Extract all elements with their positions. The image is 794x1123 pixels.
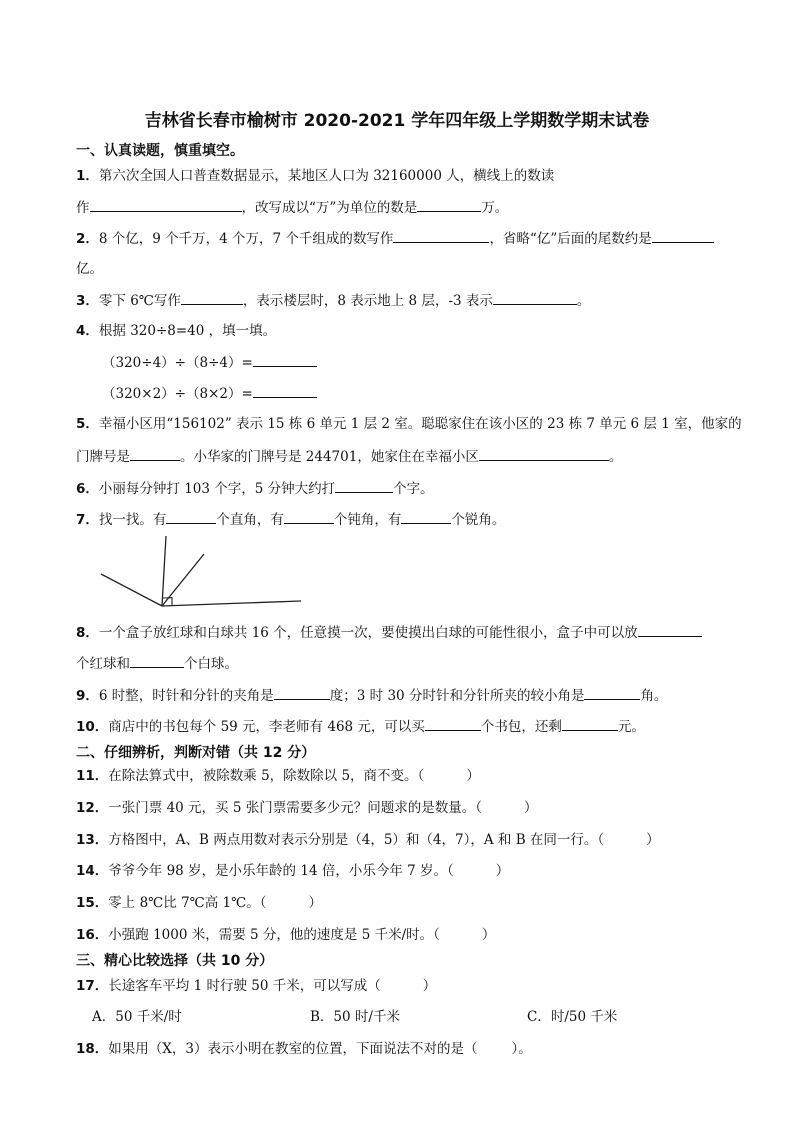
question-18 <box>76 1039 532 1059</box>
question-number: 13． <box>76 832 109 848</box>
answer-blank[interactable] <box>562 716 618 731</box>
answer-blank[interactable] <box>493 290 577 305</box>
question-number: 18． <box>76 1041 109 1057</box>
question-text: 作 <box>76 200 90 216</box>
question-text: 个白球。 <box>184 656 238 672</box>
question-text: 门牌号是 <box>76 449 130 465</box>
question-text: 方格图中，A、B 两点用数对表示分别是（4，5）和（4，7），A 和 B 在同一行。（ <box>108 832 605 848</box>
answer-blank[interactable] <box>401 509 451 524</box>
paren-close: ） <box>422 978 437 994</box>
question-7 <box>76 509 505 530</box>
question-text: 根据 320÷8=40 ，填一填。 <box>98 323 277 339</box>
answer-blank[interactable] <box>90 197 242 212</box>
paren-close: ） <box>466 768 480 784</box>
question-text: 如果用（X，3）表示小明在教室的位置，下面说法不对的是（ <box>108 1041 478 1057</box>
question-8-line-2 <box>76 653 238 674</box>
question-text: ，表示楼层时，8 表示地上 8 层，-3 表示 <box>242 293 493 309</box>
question-5-line-1 <box>76 414 742 434</box>
answer-blank[interactable] <box>638 622 702 637</box>
question-text: 亿。 <box>76 261 103 277</box>
paren-close: ） <box>523 800 538 816</box>
question-number: 8． <box>76 625 99 641</box>
answer-blank[interactable] <box>393 228 489 243</box>
question-text: 个红球和 <box>76 656 130 672</box>
question-text: 第六次全国人口普查数据显示，某地区人口为 32160000 人，横线上的数读 <box>98 168 555 184</box>
question-11 <box>76 766 480 786</box>
answer-blank[interactable] <box>253 383 317 398</box>
question-2-line-2 <box>76 259 103 279</box>
question-text: 个直角，有 <box>216 512 284 528</box>
answer-blank[interactable] <box>425 716 481 731</box>
question-text: 6 时整，时针和分针的夹角是 <box>98 688 274 704</box>
question-14 <box>76 861 509 881</box>
question-text: 万。 <box>481 200 509 216</box>
question-1-line-1 <box>76 166 554 186</box>
angle-figure <box>96 532 306 612</box>
answer-blank[interactable] <box>253 352 317 367</box>
question-2-line-1 <box>76 228 714 249</box>
section-heading-1: 一、认真读题，慎重填空。 <box>76 143 244 159</box>
paren-close: ） <box>646 832 660 848</box>
page-title: 吉林省长春市榆树市 2020-2021 学年四年级上学期数学期末试卷 <box>144 111 650 131</box>
question-13 <box>76 830 660 850</box>
question-1-line-2 <box>76 197 508 218</box>
question-text: 度；3 时 30 分时针和分针所夹的较小角是 <box>329 688 585 704</box>
question-text: 一个盒子放红球和白球共 16 个，任意摸一次，要使摸出白球的可能性很小，盒子中可以放 <box>98 625 638 641</box>
question-text: 长途客车平均 1 时行驶 50 千米，可以写成（ <box>108 978 381 994</box>
answer-blank[interactable] <box>130 446 180 461</box>
question-text: 在除法算式中，被除数乘 5，除数除以 5，商不变。（ <box>108 768 425 784</box>
question-text: 小丽每分钟打 103 个字，5 分钟大约打 <box>98 481 336 497</box>
question-number: 16． <box>76 927 109 943</box>
question-text: 。小华家的门牌号是 244701，她家住在幸福小区 <box>180 449 479 465</box>
answer-blank[interactable] <box>130 653 184 668</box>
question-3 <box>76 290 590 311</box>
option-c[interactable]: C．时/50 千米 <box>527 1009 618 1025</box>
question-text: 零下 6℃写作 <box>98 293 181 309</box>
answer-blank[interactable] <box>284 509 334 524</box>
question-text: 个锐角。 <box>451 512 506 528</box>
question-text: 角。 <box>640 688 668 704</box>
question-text: 零上 8℃比 7℃高 1℃。（ <box>108 895 267 911</box>
paren-close: ） <box>495 863 510 879</box>
question-text: （320×2）÷（8×2）= <box>102 386 253 402</box>
answer-blank[interactable] <box>335 478 393 493</box>
question-text: 商店中的书包每个 59 元，李老师有 468 元，可以买 <box>108 719 425 735</box>
angle-ray-vertical <box>162 536 166 606</box>
question-17 <box>76 976 436 996</box>
option-a[interactable]: A．50 千米/时 <box>92 1009 182 1025</box>
question-10 <box>76 716 645 737</box>
paren-close: ） <box>308 895 322 911</box>
question-4-sub-2 <box>102 383 317 404</box>
question-5-line-2 <box>76 446 622 467</box>
question-text: ，改写成以“万”为单位的数是 <box>241 200 418 216</box>
question-number: 15． <box>76 895 109 911</box>
question-text: 个书包，还剩 <box>480 719 562 735</box>
angle-ray-left <box>101 574 162 606</box>
question-12 <box>76 798 537 818</box>
question-4 <box>76 321 276 341</box>
question-text: 找一找。有 <box>98 512 167 528</box>
question-text: 。 <box>608 449 623 465</box>
question-number: 10． <box>76 719 109 735</box>
question-number: 2． <box>76 231 99 247</box>
question-number: 11． <box>76 768 109 784</box>
section-heading-2: 二、仔细辨析，判断对错（共 12 分） <box>76 745 316 761</box>
answer-blank[interactable] <box>166 509 216 524</box>
question-number: 12． <box>76 800 109 816</box>
question-text: 幸福小区用“156102” 表示 15 栋 6 单元 1 层 2 室。聪聪家住在该小区的 23 栋 7 单元 6 层 1 室，他家的 <box>98 416 742 432</box>
question-text: ，省略“亿”后面的尾数约是 <box>489 231 652 247</box>
question-number: 17． <box>76 978 109 994</box>
question-text: 元。 <box>617 719 645 735</box>
section-heading-3: 三、精心比较选择（共 10 分） <box>76 953 274 969</box>
question-number: 14． <box>76 863 109 879</box>
question-6 <box>76 478 434 499</box>
answer-blank[interactable] <box>181 290 243 305</box>
angle-ray-right <box>162 601 301 606</box>
question-8-line-1 <box>76 622 702 643</box>
option-b[interactable]: B．50 时/千米 <box>310 1009 400 1025</box>
question-text: 一张门票 40 元，买 5 张门票需要多少元？问题求的是数量。（ <box>108 800 482 816</box>
question-text: 个钝角，有 <box>333 512 402 528</box>
question-text: 个字。 <box>393 481 434 497</box>
answer-blank[interactable] <box>584 685 640 700</box>
question-number: 5． <box>76 416 99 432</box>
paren-close: ）。 <box>511 1041 532 1057</box>
paren-close: ） <box>481 927 496 943</box>
answer-blank[interactable] <box>274 685 330 700</box>
question-text: 小强跑 1000 米，需要 5 分，他的速度是 5 千米/时。（ <box>108 927 440 943</box>
question-17-options <box>0 1007 794 1027</box>
question-number: 6． <box>76 481 99 497</box>
question-4-sub-1 <box>102 352 317 373</box>
question-number: 1． <box>76 168 99 184</box>
answer-blank[interactable] <box>652 228 714 243</box>
question-number: 3． <box>76 293 99 309</box>
answer-blank[interactable] <box>417 197 481 212</box>
question-text: 。 <box>576 293 591 309</box>
question-number: 4． <box>76 323 99 339</box>
question-text: 爷爷今年 98 岁，是小乐年龄的 14 倍，小乐今年 7 岁。（ <box>108 863 454 879</box>
question-15 <box>76 893 322 913</box>
question-16 <box>76 925 495 945</box>
question-text: 8 个亿，9 个千万，4 个万，7 个千组成的数写作 <box>98 231 394 247</box>
question-9 <box>76 685 667 706</box>
question-number: 9． <box>76 688 99 704</box>
answer-blank[interactable] <box>479 446 609 461</box>
question-text: （320÷4）÷（8÷4）= <box>102 355 253 371</box>
question-number: 7． <box>76 512 99 528</box>
